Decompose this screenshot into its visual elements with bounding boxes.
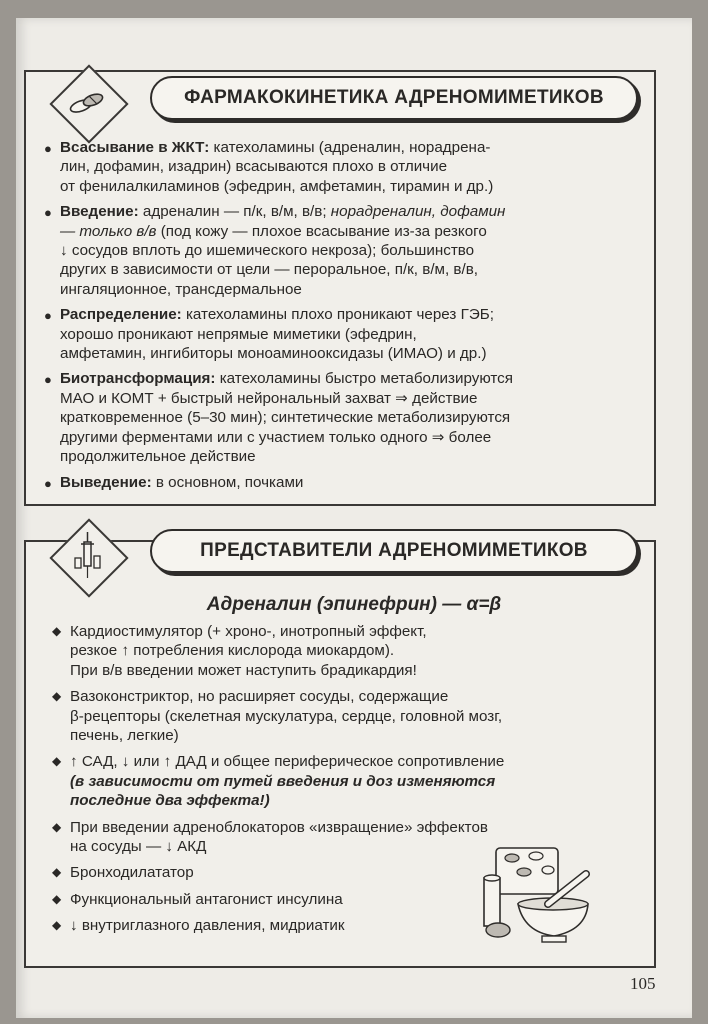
item-text: Вазоконстриктор, но расширяет сосуды, содержащие: [70, 688, 449, 706]
list-item: [44, 138, 630, 196]
item-label: Распределение:: [60, 306, 182, 324]
item-text: ↑ САД, ↓ или ↑ ДАД и общее периферическое сопротивление: [70, 753, 505, 771]
list-item: [44, 202, 630, 299]
item-text: ↓ сосудов вплоть до ишемического некроза); большинство: [60, 242, 475, 260]
list-item: [44, 369, 630, 466]
item-label: Биотрансформация:: [60, 370, 216, 388]
item-text: МАО и КОМТ + быстрый нейрональный захват ⇒ действие: [60, 389, 478, 407]
diamond-bullet-icon: ◆: [52, 819, 62, 834]
syringe-icon: [57, 526, 117, 586]
bullet-icon: ●: [44, 372, 52, 388]
item-text: резкое ↑ потребления кислорода миокардом).: [70, 642, 395, 660]
item-text: лин, дофамин, изадрин) всасываются плохо в отличие: [60, 158, 448, 176]
list-item: [52, 752, 615, 810]
item-text: ↓ внутриглазного давления, мидриатик: [70, 917, 345, 935]
diamond-bullet-icon: ◆: [52, 865, 62, 880]
item-text: β-рецепторы (скелетная мускулатура, сердце, головной мозг,: [70, 707, 503, 725]
item-label: Введение:: [60, 203, 139, 221]
item-text: хорошо проникают непрямые миметики (эфедрин,: [60, 325, 417, 343]
bullet-icon: ●: [44, 308, 52, 324]
item-text: на сосуды — ↓ АКД: [70, 838, 207, 856]
list-item: [44, 473, 630, 492]
item-text: При в/в введении может наступить брадикардия!: [70, 661, 417, 679]
section2-title: ПРЕДСТАВИТЕЛИ АДРЕНОМИМЕТИКОВ: [150, 529, 638, 573]
item-label: Выведение:: [60, 473, 152, 491]
pharmacokinetics-list: [44, 138, 630, 498]
bullet-icon: ●: [44, 205, 52, 221]
mortar-pestle-icon: [478, 838, 598, 950]
list-item: [44, 305, 630, 363]
item-text: При введении адреноблокаторов «извращение» эффектов: [70, 818, 488, 836]
list-item: [52, 622, 615, 680]
item-text: печень, легкие): [70, 727, 179, 745]
item-text: катехоламины (адреналин, норадрена-: [213, 139, 491, 156]
item-text: в основном, почками: [155, 473, 304, 491]
item-text: (под кожу — плохое всасывание из-за резкого: [160, 222, 487, 240]
section1-title: ФАРМАКОКИНЕТИКА АДРЕНОМИМЕТИКОВ: [150, 76, 638, 120]
diamond-bullet-icon: ◆: [52, 624, 62, 638]
item-text: катехоламины быстро метаболизируются: [219, 370, 513, 388]
item-text: Функциональный антагонист инсулина: [70, 890, 343, 908]
diamond-bullet-icon: ◆: [52, 754, 62, 769]
item-text-italic: норадреналин, дофамин: [330, 203, 506, 221]
pills-icon: [57, 72, 117, 132]
diamond-bullet-icon: ◆: [52, 891, 62, 906]
drug-subtitle: Адреналин (эпинефрин) — α=β: [206, 594, 502, 615]
item-text-italic: — только в/в: [60, 222, 157, 240]
item-text: адреналин — п/к, в/м, в/в;: [142, 203, 327, 221]
bullet-icon: ●: [44, 141, 52, 156]
list-item: [52, 687, 615, 745]
item-note: последние два эффекта!): [70, 792, 270, 810]
item-text: ингаляционное, трансдермальное: [60, 280, 302, 298]
item-text: амфетамин, ингибиторы моноаминооксидазы (ИМАО) и др.): [60, 345, 487, 363]
item-note: (в зависимости от путей введения и доз изменяются: [70, 772, 496, 790]
item-text: других в зависимости от цели — пероральное, п/к, в/м, в/в,: [60, 261, 478, 279]
item-text: Бронходилататор: [70, 864, 194, 882]
item-text: Кардиостимулятор (+ хроно-, инотропный эффект,: [70, 623, 427, 640]
diamond-bullet-icon: ◆: [52, 689, 62, 704]
diamond-bullet-icon: ◆: [52, 918, 62, 933]
item-label: Всасывание в ЖКТ:: [60, 139, 210, 156]
item-text: кратковременное (5–30 мин); синтетические метаболизируются: [60, 409, 511, 427]
item-text: от фенилалкиламинов (эфедрин, амфетамин, тирамин и др.): [60, 177, 494, 195]
item-text: другими ферментами или с участием только одного ⇒ более: [60, 428, 492, 446]
item-text: продолжительное действие: [60, 448, 256, 466]
item-text: катехоламины плохо проникают через ГЭБ;: [185, 306, 494, 324]
bullet-icon: ●: [44, 475, 52, 491]
page-number: 105: [630, 974, 656, 993]
